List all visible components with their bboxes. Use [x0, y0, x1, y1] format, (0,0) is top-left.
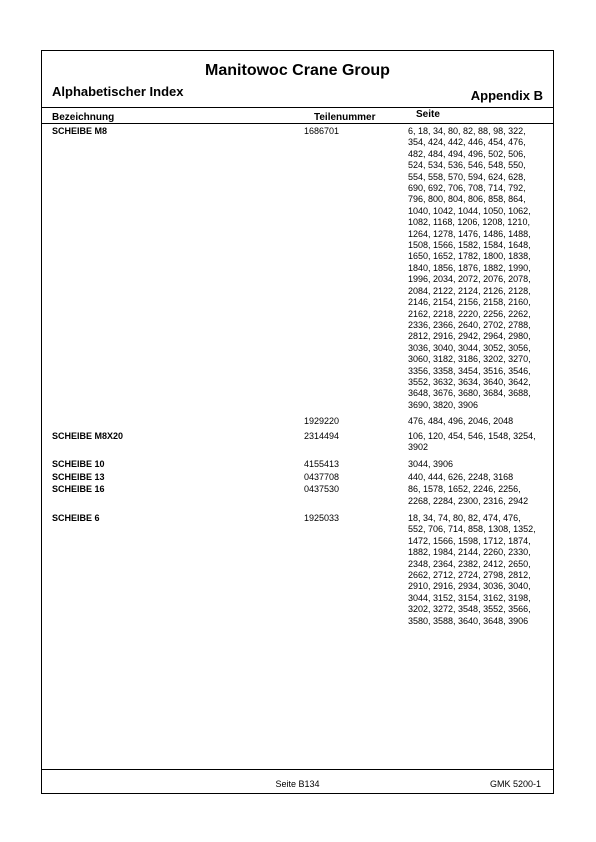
row-pages: 86, 1578, 1652, 2246, 2256, 2268, 2284, 2300, 2316, 2942	[408, 484, 529, 506]
column-header-name: Bezeichnung	[52, 112, 115, 123]
row-part-number: 4155413	[304, 459, 340, 470]
row-part-number: 2314494	[304, 430, 340, 441]
row-name: SCHEIBE M8	[52, 126, 108, 136]
column-header-part: Teilenummer	[314, 112, 376, 123]
row-name: SCHEIBE M8X20	[52, 430, 124, 441]
table-row	[42, 484, 553, 507]
table-row	[42, 416, 553, 427]
row-pages: 3044, 3906	[408, 459, 454, 470]
row-part-number: 1925033	[304, 513, 340, 523]
row-name: SCHEIBE 10	[52, 459, 105, 470]
index-title: Alphabetischer Index	[52, 84, 184, 99]
row-part-number: 0437708	[304, 471, 340, 482]
appendix-label: Appendix B	[470, 88, 543, 103]
row-name: SCHEIBE 13	[52, 471, 105, 482]
row-pages: 18, 34, 74, 80, 82, 474, 476, 552, 706, 714, 858, 1308, 1352, 1472, 1566, 1598, 1712, 1874, 1882, 1984, 2144, 2260, 2330, 2348, 2364, 2382, 2412, 2650, 2662, 2712, 2724, 2798, 2812, 2910, 2916, 2934, 3036, 3040, 3044, 3152, 3154, 3162, 3198, 3202, 3272, 3548, 3552, 3566, 3580, 3588, 3640, 3648, 3906	[408, 513, 536, 626]
row-name: SCHEIBE 16	[52, 484, 105, 495]
row-name: SCHEIBE 6	[52, 513, 100, 523]
footer-divider	[42, 769, 553, 770]
table-row	[42, 126, 553, 411]
table-row	[42, 513, 553, 627]
table-row	[42, 431, 553, 454]
header-divider	[42, 107, 553, 108]
model-label: GMK 5200-1	[489, 779, 541, 789]
table-row	[42, 472, 553, 483]
row-pages: 6, 18, 34, 80, 82, 88, 98, 322, 354, 424, 442, 446, 454, 476, 482, 484, 494, 496, 502, 506, 524, 534, 536, 546, 548, 550, 554, 558, 570, 594, 624, 628, 690, 692, 706, 708, 714, 792, 796, 800, 804, 806, 858, 864, 1040, 1042, 1044, 1050, 1062, 1082, 1168, 1206, 1208, 1210, 1264, 1278, 1476, 1486, 1488, 1508, 1566, 1582, 1584, 1648, 1650, 1652, 1782, 1800, 1838, 1840, 1856, 1876, 1882, 1990, 1996, 2034, 2072, 2076, 2078, 2084, 2122, 2124, 2126, 2128, 2146, 2154, 2156, 2158, 2160, 2162, 2218, 2220, 2256, 2262, 2336, 2366, 2640, 2702, 2788, 2812, 2916, 2942, 2964, 2980, 3036, 3040, 3044, 3052, 3056, 3060, 3182, 3186, 3202, 3270, 3356, 3358, 3454, 3516, 3546, 3552, 3632, 3634, 3640, 3642, 3648, 3676, 3680, 3684, 3688, 3690, 3820, 3906	[408, 126, 531, 410]
row-pages: 106, 120, 454, 546, 1548, 3254, 3902	[408, 430, 536, 452]
row-part-number: 1686701	[304, 126, 340, 136]
index-table	[42, 126, 553, 627]
page-frame	[41, 50, 554, 794]
column-header-pages: Seite	[416, 109, 440, 120]
row-part-number: 0437530	[304, 484, 340, 495]
column-header-divider	[42, 123, 553, 124]
row-name	[42, 416, 304, 427]
page-number: Seite B134	[275, 779, 320, 789]
company-name: Manitowoc Crane Group	[205, 62, 390, 79]
row-pages: 440, 444, 626, 2248, 3168	[408, 471, 514, 482]
row-pages: 476, 484, 496, 2046, 2048	[408, 416, 514, 427]
row-part-number: 1929220	[304, 416, 340, 427]
table-row	[42, 459, 553, 470]
